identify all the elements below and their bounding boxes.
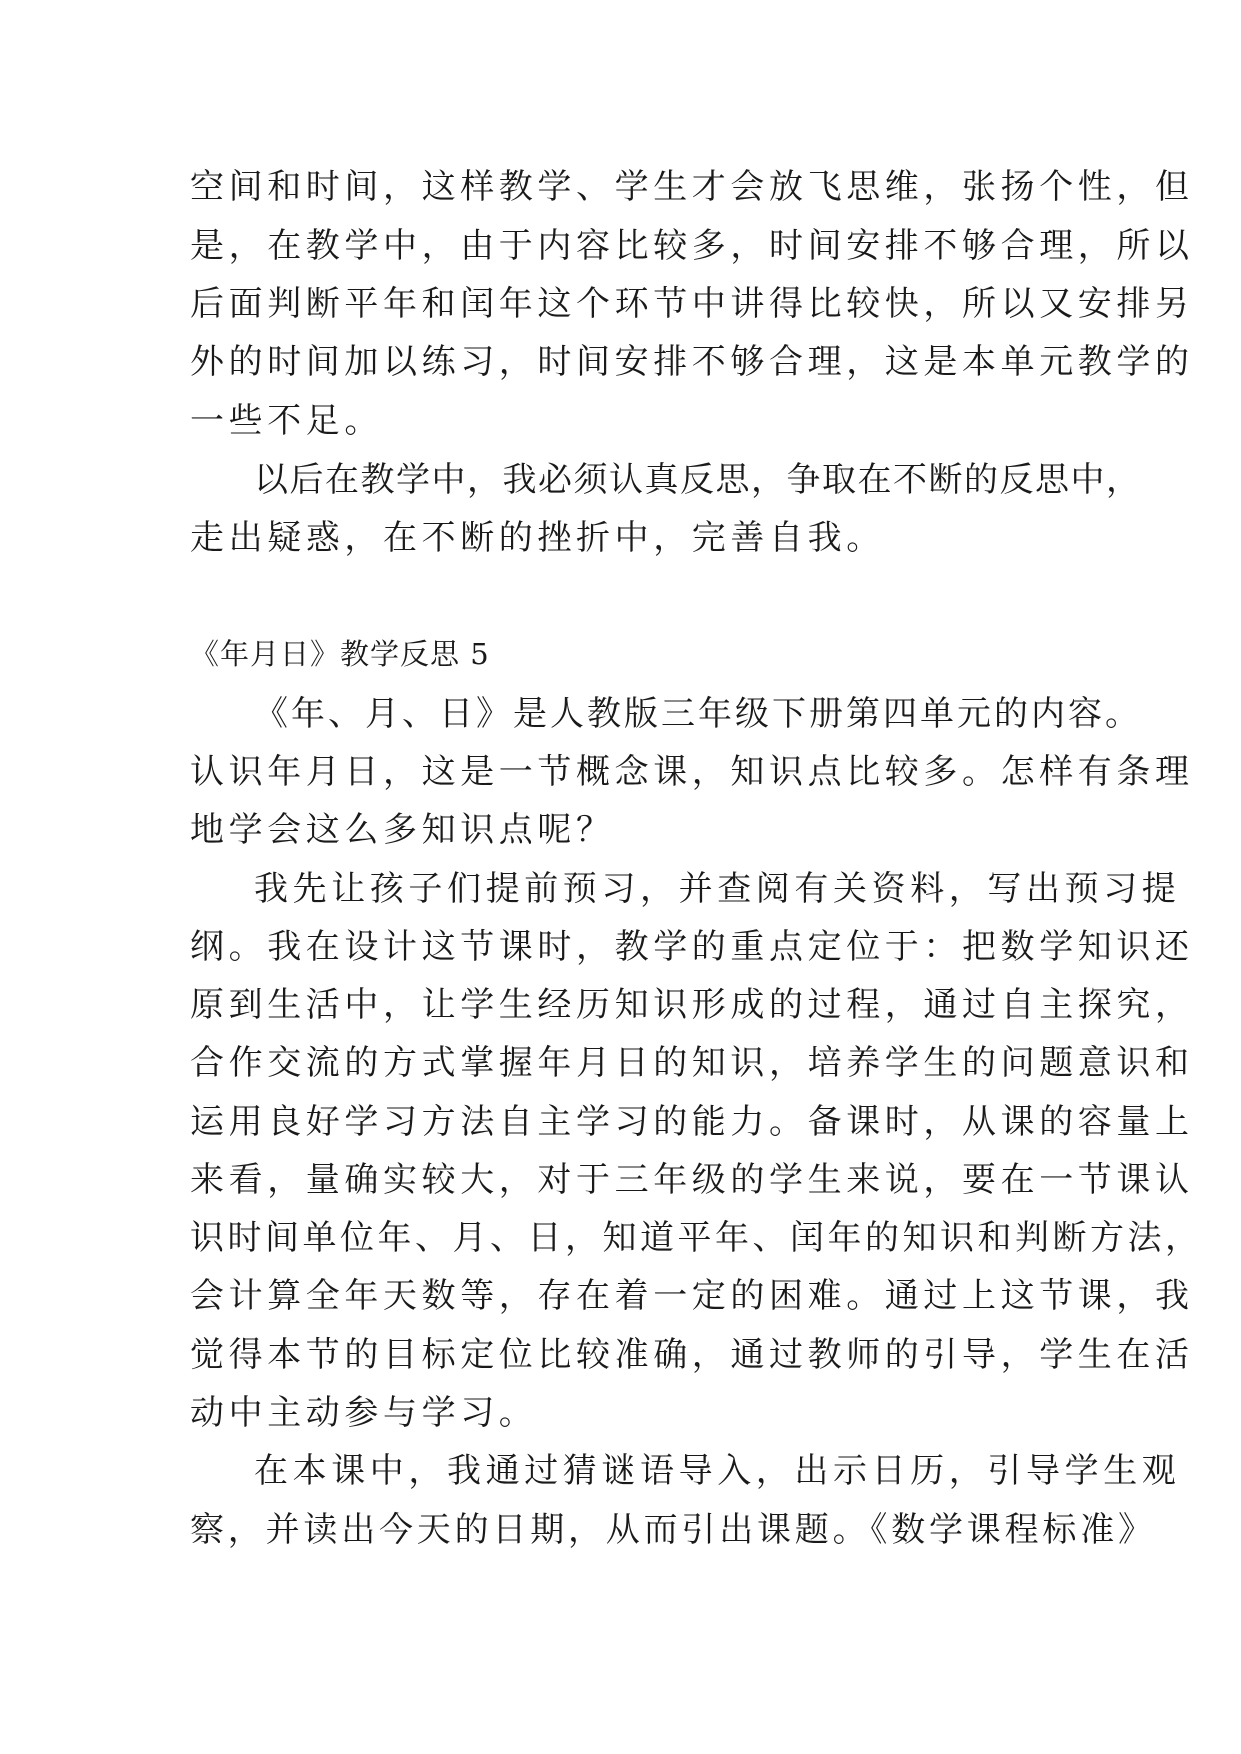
- text-line: 认识年月日，这是一节概念课，知识点比较多。怎样有条理: [190, 752, 1194, 792]
- text-line: 纲。我在设计这节课时，教学的重点定位于：把数学知识还: [190, 927, 1194, 967]
- text-line: 我先让孩子们提前预习，并查阅有关资料，写出预习提: [254, 869, 1181, 909]
- text-line: 走出疑惑，在不断的挫折中，完善自我。: [190, 518, 885, 558]
- text-line: 察，并读出今天的日期，从而引出课题。《数学课程标准》: [190, 1510, 1156, 1550]
- text-line: 觉得本节的目标定位比较准确，通过教师的引导，学生在活: [190, 1335, 1194, 1375]
- section-heading: 《年月日》教学反思 5: [190, 637, 490, 671]
- text-line: 会计算全年天数等，存在着一定的困难。通过上这节课，我: [190, 1276, 1194, 1316]
- text-line: 是，在教学中，由于内容比较多，时间安排不够合理，所以: [190, 226, 1194, 266]
- text-line: 原到生活中，让学生经历知识形成的过程，通过自主探究，: [190, 985, 1194, 1025]
- text-line: 外的时间加以练习，时间安排不够合理，这是本单元教学的: [190, 342, 1194, 382]
- text-line: 合作交流的方式掌握年月日的知识，培养学生的问题意识和: [190, 1043, 1194, 1083]
- text-line: 运用良好学习方法自主学习的能力。备课时，从课的容量上: [190, 1102, 1194, 1142]
- text-line: 来看，量确实较大，对于三年级的学生来说，要在一节课认: [190, 1160, 1194, 1200]
- text-line: 《年、月、日》是人教版三年级下册第四单元的内容。: [254, 694, 1142, 734]
- text-line: 后面判断平年和闰年这个环节中讲得比较快，所以又安排另: [190, 284, 1194, 324]
- text-line: 地学会这么多知识点呢？: [190, 810, 615, 850]
- text-line: 识时间单位年、月、日，知道平年、闰年的知识和判断方法，: [190, 1218, 1203, 1258]
- text-line: 空间和时间，这样教学、学生才会放飞思维，张扬个性，但: [190, 167, 1194, 207]
- text-line: 一些不足。: [190, 401, 383, 441]
- text-line: 动中主动参与学习。: [190, 1393, 538, 1433]
- text-line: 以后在教学中，我必须认真反思，争取在不断的反思中，: [254, 460, 1142, 500]
- text-line: 在本课中，我通过猜谜语导入，出示日历，引导学生观: [254, 1451, 1181, 1491]
